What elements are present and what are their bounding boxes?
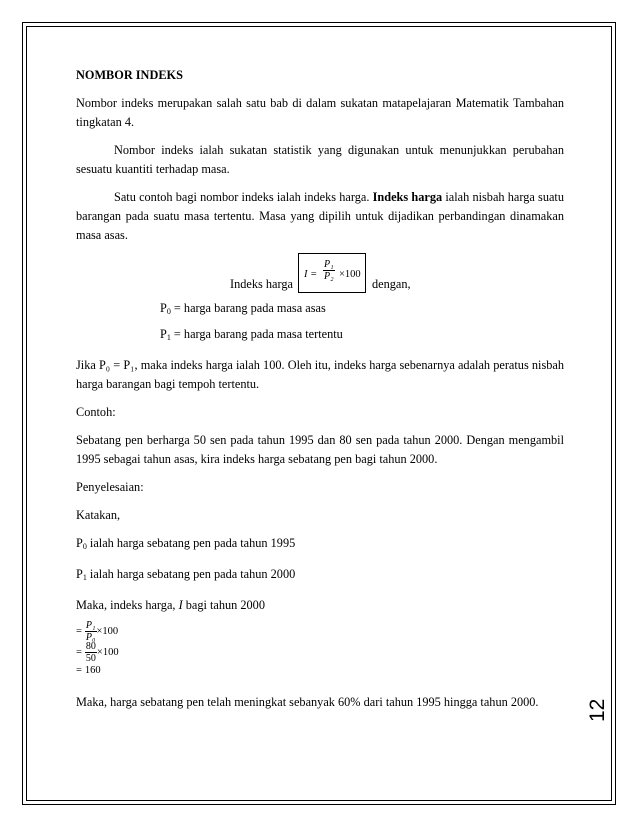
calc-fraction-2: [85, 641, 97, 664]
let-text: ialah harga sebatang pen pada tahun 1995: [86, 536, 296, 550]
page-number: 12: [586, 698, 609, 722]
price-index-term: Indeks harga: [372, 190, 443, 204]
equals-sign: =: [76, 625, 82, 637]
formula-after: dengan,: [372, 277, 411, 291]
calculation-block: [76, 621, 564, 679]
price-index-formula-row: [76, 253, 564, 295]
var-p: P: [76, 536, 83, 550]
equals-sign: =: [76, 665, 82, 676]
calc-denominator: P₀: [85, 632, 96, 643]
solution-label: Penyelesaian:: [76, 480, 144, 494]
calc-step-1: [76, 621, 564, 642]
calc-step-2: [76, 642, 564, 663]
var-p: P: [160, 301, 167, 315]
definition-paragraph: Nombor indeks ialah sukatan statistik yang digunakan untuk menunjukkan perubahan sesuatu kuantiti terhadap masa.: [76, 143, 564, 176]
calc-fraction-1: [85, 620, 97, 643]
formula-numerator: P₁: [324, 259, 334, 270]
equality-paragraph: Jika P₀ = P₁, maka indeks harga ialah 100. Oleh itu, indeks harga sebenarnya adalah peratus nisbah harga barangan bagi tempoh tertentu.: [76, 358, 564, 391]
subscript: 1: [82, 573, 87, 582]
let-p1-line: [76, 565, 564, 587]
index-line-before: Maka, indeks harga,: [76, 598, 179, 612]
price-index-paragraph: [76, 188, 564, 245]
definition-p1: [76, 325, 564, 347]
price-index-text-before: Satu contoh bagi nombor indeks ialah indeks harga.: [114, 190, 373, 204]
definition-p0: [76, 299, 564, 321]
document-body: [76, 66, 564, 712]
calc-numerator: P₁: [85, 620, 96, 631]
calc-step-3: [76, 663, 564, 679]
formula-label: Indeks harga: [230, 277, 293, 291]
intro-paragraph: Nombor indeks merupakan salah satu bab di dalam sukatan matapelajaran Matematik Tambahan tingkatan 4.: [76, 96, 564, 129]
formula-factor: ×100: [339, 269, 361, 280]
var-p: P: [76, 567, 83, 581]
subscript: 1: [166, 333, 171, 342]
formula-fraction: [323, 259, 335, 282]
definition-text: = harga barang pada masa asas: [170, 301, 326, 315]
let-text: ialah harga sebatang pen pada tahun 2000: [86, 567, 296, 581]
let-label: Katakan,: [76, 508, 121, 522]
section-heading: NOMBOR INDEKS: [76, 68, 183, 82]
definition-text: = harga barang pada masa tertentu: [170, 327, 343, 341]
calc-denominator: 50: [85, 653, 96, 664]
calc-result: 160: [84, 665, 101, 676]
formula-box: [298, 253, 366, 293]
subscript: 0: [82, 542, 87, 551]
var-p: P: [160, 327, 167, 341]
subscript: 0: [166, 307, 171, 316]
let-p0-line: [76, 534, 564, 556]
example-label: Contoh:: [76, 405, 116, 419]
calc-factor: ×100: [96, 646, 119, 658]
example-text: Sebatang pen berharga 50 sen pada tahun 1995 dan 80 sen pada tahun 2000. Dengan mengambil 1995 sebagai tahun asas, kira indeks harga sebatang pen bagi tahun 2000.: [76, 433, 564, 466]
index-line-after: bagi tahun 2000: [182, 598, 265, 612]
conclusion-paragraph: Maka, harga sebatang pen telah meningkat sebanyak 60% dari tahun 1995 hingga tahun 2000.: [76, 695, 539, 709]
index-line: [76, 596, 564, 615]
equals-sign: =: [76, 646, 82, 658]
index-variable: I: [178, 598, 183, 612]
calc-numerator: 80: [85, 641, 96, 652]
formula-denominator: P₂: [324, 271, 334, 282]
formula-lhs: I =: [304, 269, 318, 280]
calc-factor: ×100: [96, 625, 119, 637]
price-index-text-after: ialah nisbah harga suatu barangan pada suatu masa tertentu. Masa yang dipilih untuk dijadikan perbandingan dinamakan masa asas.: [76, 190, 564, 242]
